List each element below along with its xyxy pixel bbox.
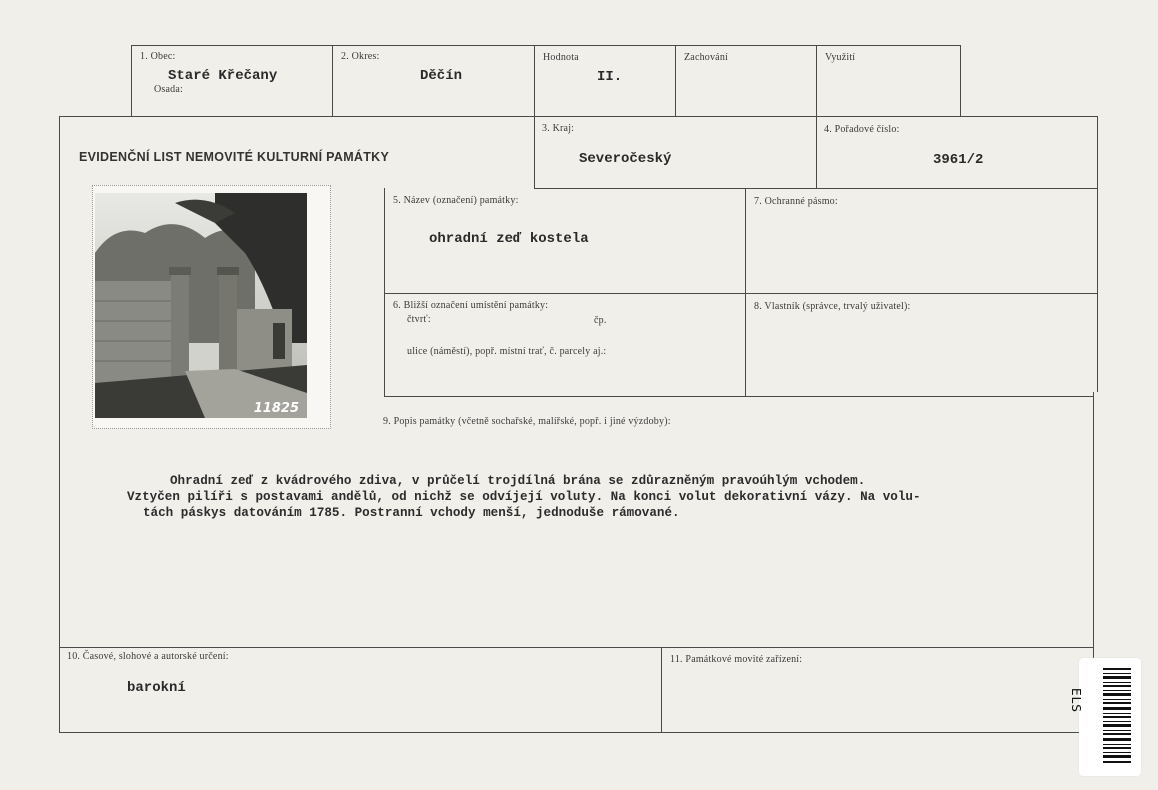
popis-label: 9. Popis památky (včetně sochařské, malířské, popř. i jiné výzdoby): [383,416,671,427]
casove-urceni-value: barokní [127,680,186,696]
vyuziti-label: Využití [825,52,856,63]
photo-number: 11825 [253,401,299,416]
ochranne-pasmo-label: 7. Ochranné pásmo: [754,196,838,207]
monument-photo [95,193,307,418]
cp-label: čp. [594,315,607,326]
kraj-label: 3. Kraj: [542,123,575,134]
okres-value: Děčín [420,68,463,84]
barcode-text: ELS [1069,688,1083,713]
ctvrt-label: čtvrť: [407,314,431,325]
poradove-cislo-label: 4. Pořadové číslo: [824,124,900,135]
osada-label: Osada: [154,84,183,95]
hodnota-value: II. [597,69,623,85]
popis-line: Vztyčen pilíři s postavami andělů, od nichž se odvíjejí voluty. Na konci volut dekorativní vázy. Na volu- [127,490,921,504]
zachovani-label: Zachování [684,52,729,63]
form-title: EVIDENČNÍ LIST NEMOVITÉ KULTURNÍ PAMÁTKY [79,150,390,164]
barcode-sticker [1069,658,1141,776]
vlastnik-label: 8. Vlastník (správce, trvalý uživatel): [754,301,911,312]
obec-label: 1. Obec: [140,51,176,62]
popis-line: tách páskys datováním 1785. Postranní vchody menší, jednoduše rámované. [143,506,680,520]
obec-value: Staré Křečany [168,68,278,84]
barcode-icon [1103,666,1131,766]
photo-illustration [95,193,307,418]
ulice-label: ulice (náměstí), popř. místní trať, č. parcely aj.: [407,346,607,357]
nazev-value: ohradní zeď kostela [429,231,589,247]
hodnota-label: Hodnota [543,52,579,63]
popis-line: Ohradní zeď z kvádrového zdiva, v průčelí trojdílná brána se zdůrazněným pravoúhlým vchodem. [170,474,866,488]
okres-label: 2. Okres: [341,51,380,62]
movite-zarizeni-label: 11. Památkové movité zařízení: [670,654,803,665]
nazev-label: 5. Název (označení) památky: [393,195,519,206]
poradove-cislo-value: 3961/2 [933,152,984,168]
kraj-value: Severočeský [579,151,672,167]
blizsi-oznaceni-label: 6. Bližší označení umístění památky: [393,300,549,311]
casove-urceni-label: 10. Časové, slohové a autorské určení: [67,651,229,662]
